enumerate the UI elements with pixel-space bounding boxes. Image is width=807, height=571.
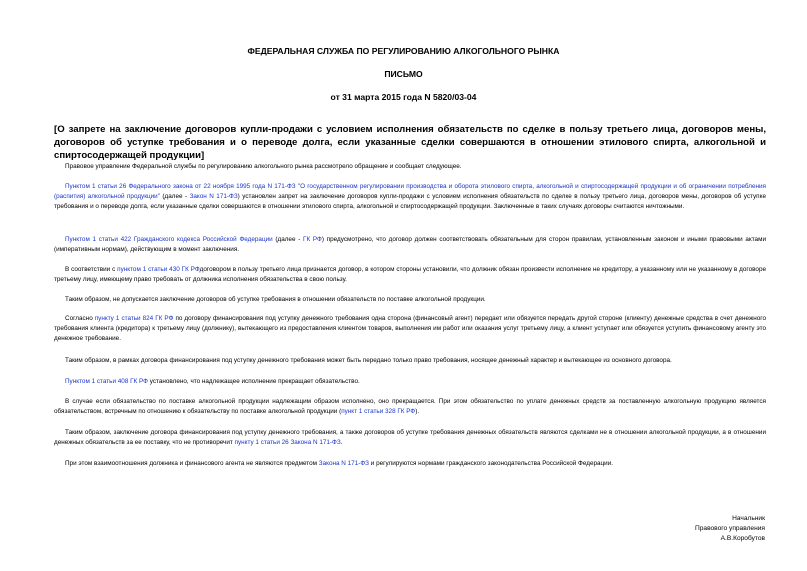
paragraph-11 bbox=[54, 459, 766, 469]
law-171-fz-link[interactable]: Закона N 171-ФЗ bbox=[318, 460, 370, 467]
paragraph-6 bbox=[54, 314, 766, 343]
paragraph-text: (далее - bbox=[159, 192, 190, 200]
signature-name: А.В.Коробутов bbox=[720, 535, 765, 542]
civil-code-article-328-link[interactable]: пункт 1 статьи 328 ГК РФ bbox=[341, 407, 416, 415]
paragraph-8 bbox=[54, 377, 766, 387]
paragraph-3 bbox=[54, 235, 766, 255]
paragraph-text: В соответствии с bbox=[65, 266, 118, 273]
paragraph-text: (далее - bbox=[272, 236, 304, 243]
civil-code-article-430-link[interactable]: пунктом 1 статьи 430 ГК РФ bbox=[117, 266, 200, 273]
law-171-fz-article-26-link[interactable]: Пунктом 1 статьи 26 Федерального закона от 22 ноября 1995 года N 171-ФЗ "О государственном регулировании производства и оборота этилового спирта, алкогольной и спиртосодержащей продукции и об ограничении потребления (распития) алкогольной продукции" bbox=[54, 183, 766, 200]
civil-code-article-824-link[interactable]: пункту 1 статьи 824 ГК РФ bbox=[94, 315, 174, 322]
paragraph-text: ) предусмотрено, что договор должен соответствовать обязательным для сторон правилам, установленным законом и иными правовыми актами (императивным нормам), действующим в момент заключения. bbox=[54, 236, 766, 253]
law-171-fz-article-26-link[interactable]: пункту 1 статьи 26 Закона N 171-ФЗ bbox=[234, 438, 341, 446]
civil-code-article-422-link[interactable]: Пунктом 1 статьи 422 Гражданского кодекса Российской Федерации bbox=[65, 236, 273, 243]
paragraph-10 bbox=[54, 428, 766, 448]
paragraph-text: по договору финансирования под уступку денежного требования одна сторона (финансовый агент) передает или обязуется передать другой стороне (клиенту) денежные средства в счет денежного требования клиента (кредитора) к третьему лицу (должнику), вытекающего из предоставления клиентом товаров, выполнения им работ или оказания услуг третьему лицу, а клиент уступает или обязуется уступить финансовому агенту это денежное требование. bbox=[54, 315, 766, 342]
paragraph-text: Таким образом, заключение договора финансирования под уступку денежного требования, а также договоров об уступке требования денежных обязательств являются сделками не в отношении алкогольной продукции, а в отношении денежных обязательств за ее поставку, что не противоречит bbox=[54, 429, 766, 446]
paragraph-text: и регулируются нормами гражданского законодательства Российской Федерации. bbox=[369, 460, 614, 467]
paragraph-2 bbox=[54, 182, 766, 211]
document-type: ПИСЬМО bbox=[384, 69, 423, 79]
paragraph-4 bbox=[54, 265, 766, 285]
paragraph-9 bbox=[54, 397, 766, 417]
paragraph-text: В случае если обязательство по поставке алкогольной продукции надлежащим образом исполнено, оно прекращается. При этом обязательство по уплате денежных средств за поставленную алкогольную продукцию является обязательством, встречным по отношению к обязательству по поставке алкогольной продукции ( bbox=[54, 398, 766, 415]
paragraph-text: При этом взаимоотношения должника и финансового агента не являются предметом bbox=[65, 460, 319, 467]
paragraph-text: . bbox=[340, 438, 343, 446]
paragraph-1: Правовое управление Федеральной службы по регулированию алкогольного рынка рассмотрело обращение и сообщает следующее. bbox=[65, 163, 462, 170]
paragraph-text: установлено, что надлежащее исполнение прекращает обязательство. bbox=[148, 378, 360, 385]
agency-title: ФЕДЕРАЛЬНАЯ СЛУЖБА ПО РЕГУЛИРОВАНИЮ АЛКОГОЛЬНОГО РЫНКА bbox=[247, 46, 560, 56]
signature-department: Правового управления bbox=[695, 525, 765, 532]
document-date-number: от 31 марта 2015 года N 5820/03-04 bbox=[330, 92, 477, 102]
paragraph-5: Таким образом, не допускается заключение договоров об уступке требования в отношении обязательств по поставке алкогольной продукции. bbox=[65, 296, 486, 303]
document-subject: [О запрете на заключение договоров купли-продажи с условием исполнения обязательств по сделке в пользу третьего лица, договоров мены, договоров об уступке требования и о переводе долга, если указанные сделки совершаются в отношении этилового спирта, алкогольной и спиртосодержащей продукции] bbox=[54, 124, 766, 161]
paragraph-text: Согласно bbox=[65, 315, 95, 322]
paragraph-7: Таким образом, в рамках договора финансирования под уступку денежного требования может быть передано только право требования, носящее денежный характер и вытекающее из основного договора. bbox=[65, 357, 672, 364]
civil-code-link[interactable]: ГК РФ bbox=[303, 236, 322, 243]
paragraph-text: ). bbox=[415, 407, 420, 415]
signature-block bbox=[695, 514, 765, 544]
law-171-fz-link[interactable]: Закон N 171-ФЗ bbox=[189, 192, 238, 200]
paragraph-text: договором в пользу третьего лица признается договор, в котором стороны установили, что должник обязан произвести исполнение не кредитору, а указанному или не указанному в договоре третьему лицу, имеющему право требовать от должника исполнения обязательства в свою пользу. bbox=[54, 266, 766, 283]
signature-position: Начальник bbox=[732, 515, 765, 522]
paragraph-text: ) установлен запрет на заключение договоров купли-продажи с условием исполнения обязательств по сделке в пользу третьего лица, договоров мены, договоров об уступке требования и о переводе долга, если указанные сделки совершаются в отношении этилового спирта, алкогольной и спиртосодержащей продукции. Заключенные в таких случаях договоры считаются ничтожными. bbox=[54, 192, 766, 210]
civil-code-article-408-link[interactable]: Пунктом 1 статьи 408 ГК РФ bbox=[65, 378, 148, 385]
